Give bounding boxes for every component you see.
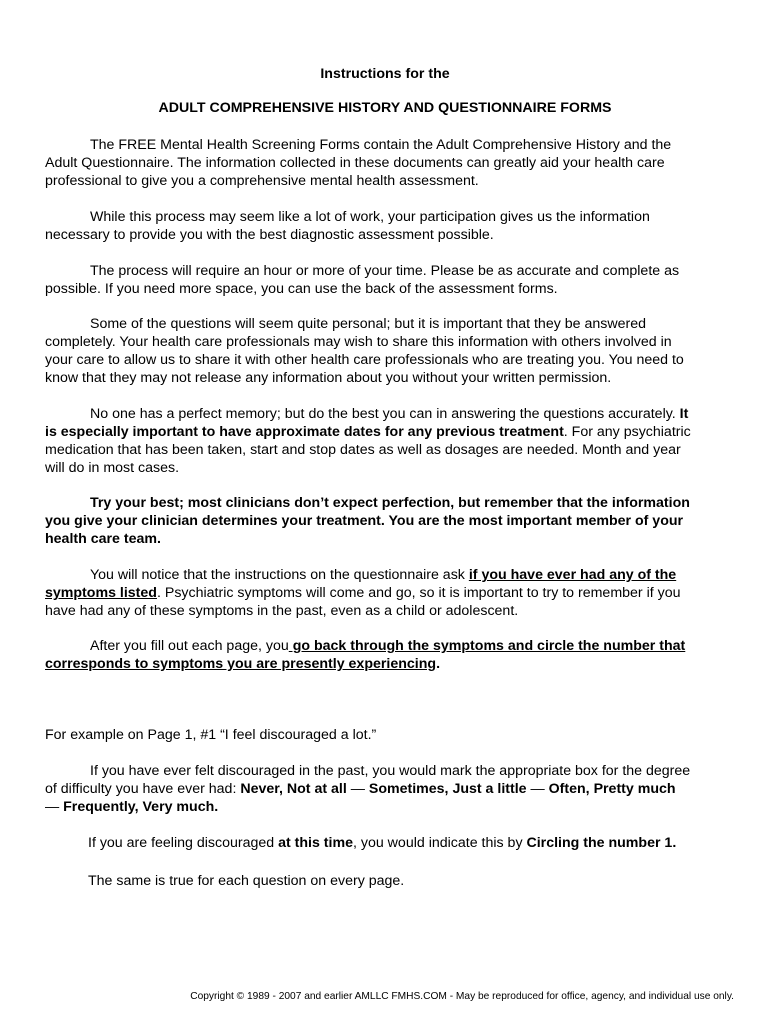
p10-text-2: , you would indicate this by	[352, 835, 527, 851]
p10-bold-1: at this time	[278, 835, 353, 851]
p7-line-2-emphasis: symptoms listed	[45, 585, 157, 601]
p4-line-4: know that they may not release any information about you without your written permission.	[45, 370, 612, 386]
p8-line-1-emphasis: go back through the symptoms and circle the number that	[288, 638, 686, 654]
p4-line-3: your care to allow us to share it with other health care professionals who are treating you. You need to	[45, 352, 684, 368]
dash-2: —	[526, 781, 549, 797]
p5-line-3: medication that has been taken, start and stop dates as well as dosages are needed. Month and year	[45, 442, 681, 458]
p6-line-1: Try your best; most clinicians don’t expect perfection, but remember that the information	[90, 495, 690, 511]
copyright-footer: Copyright © 1989 - 2007 and earlier AMLLC FMHS.COM - May be reproduced for office, agency, and individual use only.	[190, 991, 734, 1002]
p1-line-2: Adult Questionnaire. The information collected in these documents can greatly aid your health care	[45, 155, 665, 171]
scale-often: Often, Pretty much	[548, 781, 676, 797]
p3-line-2: possible. If you need more space, you can use the back of the assessment forms.	[45, 281, 558, 297]
scale-sometimes: Sometimes, Just a little	[368, 781, 527, 797]
p2-line-2: necessary to provide you with the best diagnostic assessment possible.	[45, 227, 494, 243]
scale-never: Never, Not at all	[240, 781, 347, 797]
dash-1: —	[346, 781, 369, 797]
p5-line-1	[45, 405, 735, 423]
p1-line-1: The FREE Mental Health Screening Forms contain the Adult Comprehensive History and the	[90, 137, 672, 153]
p11-line-1: The same is true for each question on every page.	[88, 873, 405, 889]
p5-line-1-text: No one has a perfect memory; but do the best you can in answering the questions accurately.	[90, 406, 680, 422]
p7-line-2	[45, 584, 735, 602]
p5-line-2	[45, 423, 735, 441]
scale-frequently: Frequently, Very much.	[63, 799, 219, 815]
p10-text-1: If you are feeling discouraged	[88, 835, 279, 851]
p7-line-1-text: You will notice that the instructions on the questionnaire ask	[90, 567, 469, 583]
p2-line-1: While this process may seem like a lot of work, your participation gives us the information	[90, 209, 650, 225]
p6-line-3: health care team.	[45, 531, 161, 547]
p5-line-2-text: . For any psychiatric	[563, 424, 691, 440]
p1-line-3: professional to give you a comprehensive mental health assessment.	[45, 173, 479, 189]
p8-line-2	[45, 655, 735, 673]
p9-line-3	[45, 798, 735, 816]
title-line-2: ADULT COMPREHENSIVE HISTORY AND QUESTIONNAIRE FORMS	[158, 100, 612, 116]
p5-line-2-bold: is especially important to have approximate dates for any previous treatment	[45, 424, 564, 440]
p8-line-1-text: After you fill out each page, you	[90, 638, 289, 654]
dash-3: —	[45, 799, 64, 815]
p5-line-1-bold: It	[679, 406, 689, 422]
p10-line-1	[45, 834, 735, 852]
p9-line-2-text: of difficulty you have ever had:	[45, 781, 241, 797]
p4-line-2: completely. Your health care professionals may wish to share this information with others involved in	[45, 334, 672, 350]
p8-line-2-emphasis: corresponds to symptoms you are presently experiencing	[45, 656, 437, 672]
p7-line-1-emphasis: if you have ever had any of the	[468, 567, 677, 583]
p9-line-1: If you have ever felt discouraged in the past, you would mark the appropriate box for the degree	[90, 763, 691, 779]
title-line-1: Instructions for the	[320, 66, 450, 82]
p10-bold-2: Circling the number 1.	[526, 835, 677, 851]
example-line: For example on Page 1, #1 “I feel discouraged a lot.”	[45, 727, 377, 743]
p5-line-4: will do in most cases.	[45, 460, 180, 476]
p4-line-1: Some of the questions will seem quite personal; but it is important that they be answered	[90, 316, 646, 332]
p8-line-1	[45, 637, 735, 655]
p7-line-2-text: . Psychiatric symptoms will come and go, so it is important to try to remember if you	[156, 585, 681, 601]
p6-line-2: you give your clinician determines your treatment. You are the most important member of your	[45, 513, 684, 529]
p7-line-3: have had any of these symptoms in the past, even as a child or adolescent.	[45, 603, 519, 619]
p8-line-2-end: .	[436, 656, 441, 672]
p7-line-1	[45, 566, 735, 584]
p3-line-1: The process will require an hour or more of your time. Please be as accurate and complete as	[90, 263, 680, 279]
p9-line-2	[45, 780, 735, 798]
